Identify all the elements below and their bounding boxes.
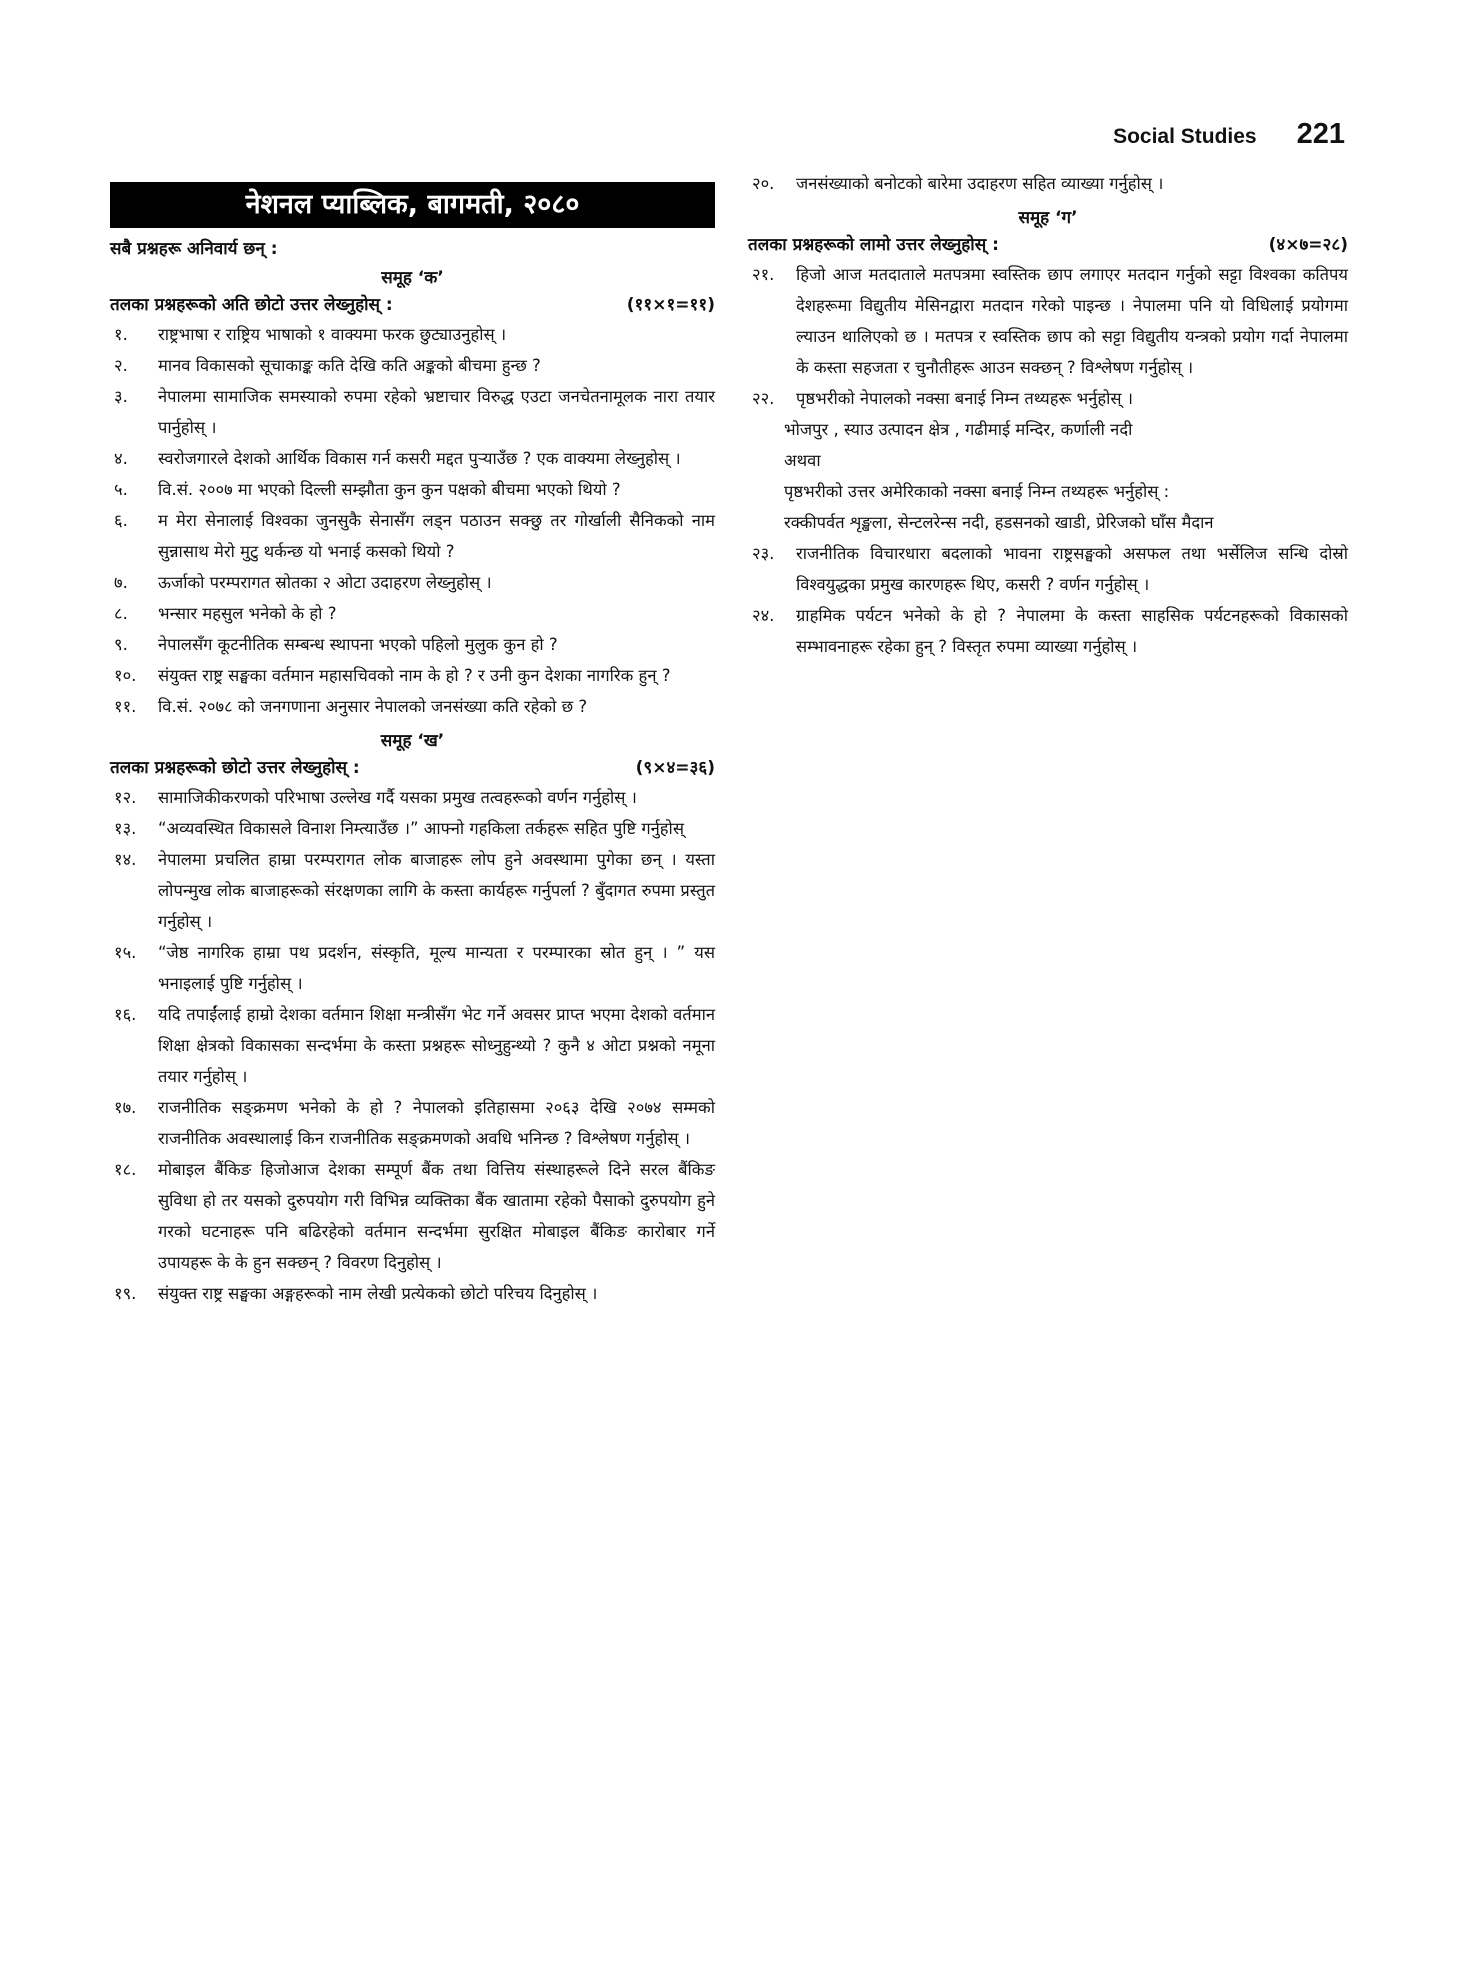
- question-text: राष्ट्रभाषा र राष्ट्रिय भाषाको १ वाक्यमा फरक छुट्याउनुहोस् ।: [158, 325, 507, 344]
- question-item: [110, 350, 715, 381]
- group-ga-instruction: [748, 232, 1348, 255]
- question-text: सामाजिकीकरणको परिभाषा उल्लेख गर्दै यसका प्रमुख तत्वहरूको वर्णन गर्नुहोस् ।: [158, 788, 637, 807]
- question-text: वि.सं. २००७ मा भएको दिल्ली सम्झौता कुन कुन पक्षको बीचमा भएको थियो ?: [158, 480, 621, 499]
- question-item: [110, 443, 715, 474]
- exam-title: नेशनल प्याब्लिक, बागमती, २०८०: [110, 182, 715, 228]
- question-item: [110, 629, 715, 660]
- question-number: १९.: [114, 1284, 137, 1303]
- question-item: [110, 782, 715, 813]
- america-map-instruction: पृष्ठभरीको उत्तर अमेरिकाको नक्सा बनाई निम्न तथ्यहरू भर्नुहोस् :: [784, 482, 1170, 501]
- question-number: २४.: [752, 606, 775, 625]
- question-item: [110, 1092, 715, 1154]
- question-text: मानव विकासको सूचाकाङ्क कति देखि कति अङ्कको बीचमा हुन्छ ?: [158, 356, 541, 375]
- question-item: [748, 168, 1348, 199]
- question-text: संयुक्त राष्ट्र सङ्घका अङ्गहरूको नाम लेखी प्रत्येकको छोटो परिचय दिनुहोस् ।: [158, 1284, 598, 1303]
- question-text: स्वरोजगारले देशको आर्थिक विकास गर्न कसरी मद्दत पुऱ्याउँछ ? एक वाक्यमा लेख्नुहोस् ।: [158, 449, 681, 468]
- question-text: नेपालमा सामाजिक समस्याको रुपमा रहेको भ्रष्टाचार विरुद्ध एउटा जनचेतनामूलक नारा तयार पार्नुहोस् ।: [158, 387, 715, 437]
- question-item: [110, 319, 715, 350]
- group-ga-heading: समूह ‘ग’: [1018, 208, 1078, 228]
- question-number: १६.: [114, 1005, 137, 1024]
- question-number: ६.: [114, 511, 128, 530]
- question-number: १७.: [114, 1098, 137, 1117]
- question-number: २३.: [752, 544, 775, 563]
- question-text: नेपालसँग कूटनीतिक सम्बन्ध स्थापना भएको पहिलो मुलुक कुन हो ?: [158, 635, 558, 654]
- question-text: “अव्यवस्थित विकासले विनाश निम्त्याउँछ ।” आफ्नो गहकिला तर्कहरू सहित पुष्टि गर्नुहोस्: [158, 819, 684, 838]
- question-text: संयुक्त राष्ट्र सङ्घका वर्तमान महासचिवको नाम के हो ? र उनी कुन देशका नागरिक हुन् ?: [158, 666, 671, 685]
- instruction-text: तलका प्रश्नहरूको लामो उत्तर लेख्नुहोस् :: [748, 235, 999, 255]
- page-number: 221: [1296, 118, 1345, 150]
- question-item: [110, 474, 715, 505]
- question-text: म मेरा सेनालाई विश्वका जुनसुकै सेनासँग लड्न पठाउन सक्छु तर गोर्खाली सैनिकको नाम सुन्नासाथ मेरो मुटु थर्कन्छ यो भनाई कसको थियो ?: [158, 511, 715, 561]
- question-text: “जेष्ठ नागरिक हाम्रा पथ प्रदर्शन, संस्कृति, मूल्य मान्यता र परम्पारका स्रोत हुन् । ” यस भनाइलाई पुष्टि गर्नुहोस् ।: [158, 943, 715, 993]
- map-facts: [748, 414, 1348, 538]
- question-text: जनसंख्याको बनोटको बारेमा उदाहरण सहित व्याख्या गर्नुहोस् ।: [796, 174, 1164, 193]
- question-number: २१.: [752, 265, 775, 284]
- question-text: ग्राहमिक पर्यटन भनेको के हो ? नेपालमा के कस्ता साहसिक पर्यटनहरूको विकासको सम्भावनाहरू रहेका हुन् ? विस्तृत रुपमा व्याख्या गर्नुहोस् ।: [796, 606, 1348, 656]
- question-number: ७.: [114, 573, 128, 592]
- question-item: [110, 999, 715, 1092]
- question-text: ऊर्जाको परम्परागत स्रोतका २ ओटा उदाहरण लेख्नुहोस् ।: [158, 573, 492, 592]
- question-number: १.: [114, 325, 128, 344]
- question-item: [110, 1278, 715, 1309]
- question-item: [748, 538, 1348, 600]
- left-column: [110, 168, 715, 1309]
- america-map-facts: रक्कीपर्वत शृङ्खला, सेन्टलरेन्स नदी, हडसनको खाडी, प्रेरिजको घाँस मैदान: [784, 513, 1214, 532]
- question-text: राजनीतिक विचारधारा बदलाको भावना राष्ट्रसङ्घको असफल तथा भर्सेलिज सन्धि दोस्रो विश्वयुद्धका प्रमुख कारणहरू थिए, कसरी ? वर्णन गर्नुहोस् ।: [796, 544, 1348, 594]
- compulsory-note: सबै प्रश्नहरू अनिवार्य छन् :: [110, 239, 278, 259]
- question-item: [748, 600, 1348, 662]
- question-text: भन्सार महसुल भनेको के हो ?: [158, 604, 337, 623]
- question-number: २०.: [752, 174, 775, 193]
- question-number: १३.: [114, 819, 137, 838]
- question-item: [110, 381, 715, 443]
- question-text: वि.सं. २०७८ को जनगणाना अनुसार नेपालको जनसंख्या कति रहेको छ ?: [158, 697, 588, 716]
- marks: (९×४=३६): [635, 758, 715, 778]
- instruction-text: तलका प्रश्नहरूको छोटो उत्तर लेख्नुहोस् :: [110, 758, 360, 778]
- question-number: १२.: [114, 788, 137, 807]
- question-number: ८.: [114, 604, 128, 623]
- question-list-ga: [748, 259, 1348, 414]
- question-number: १५.: [114, 943, 137, 962]
- question-number: ४.: [114, 449, 128, 468]
- question-number: ५.: [114, 480, 128, 499]
- question-text: राजनीतिक सङ्क्रमण भनेको के हो ? नेपालको इतिहासमा २०६३ देखि २०७४ सम्मको राजनीतिक अवस्थालाई किन राजनीतिक सङ्क्रमणको अवधि भनिन्छ ? विश्लेषण गर्नुहोस् ।: [158, 1098, 715, 1148]
- group-kha-heading: समूह ‘ख’: [380, 731, 445, 751]
- question-number: १४.: [114, 850, 137, 869]
- nepal-map-facts: भोजपुर , स्याउ उत्पादन क्षेत्र , गढीमाई मन्दिर, कर्णाली नदी: [784, 420, 1133, 439]
- question-item: [110, 844, 715, 937]
- marks: (४×७=२८): [1268, 235, 1348, 255]
- marks: (११×१=११): [626, 295, 715, 315]
- question-item: [748, 259, 1348, 383]
- group-ka-heading: समूह ‘क’: [381, 268, 444, 288]
- group-kha-instruction: [110, 755, 715, 778]
- question-number: ३.: [114, 387, 128, 406]
- question-number: १८.: [114, 1160, 137, 1179]
- question-item: [110, 691, 715, 722]
- question-number: ९.: [114, 635, 128, 654]
- question-text: हिजो आज मतदाताले मतपत्रमा स्वस्तिक छाप लगाएर मतदान गर्नुको सट्टा विश्वका कतिपय देशहरूमा विद्युतीय मेसिनद्वारा मतदान गरेको पाइन्छ । नेपालमा पनि यो विधिलाई प्रयोगमा ल्याउन थालिएको छ । मतपत्र र स्वस्तिक छाप को सट्टा विद्युतीय यन्त्रको प्रयोग गर्दा नेपालमा के कस्ता सहजता र चुनौतीहरू आउन सक्छन् ? विश्लेषण गर्नुहोस् ।: [796, 265, 1348, 377]
- question-list-kha: [110, 782, 715, 1309]
- question-number: ११.: [114, 697, 137, 716]
- question-item: [110, 567, 715, 598]
- right-column: [748, 168, 1348, 662]
- question-list-ka: [110, 319, 715, 722]
- question-number: २२.: [752, 389, 775, 408]
- page-header: [1113, 118, 1345, 151]
- instruction-text: तलका प्रश्नहरूको अति छोटो उत्तर लेख्नुहोस् :: [110, 295, 393, 315]
- question-item: [110, 598, 715, 629]
- or-label: अथवा: [784, 451, 821, 470]
- question-number: २.: [114, 356, 128, 375]
- group-ka-instruction: [110, 292, 715, 315]
- question-item: [110, 937, 715, 999]
- question-item: [110, 813, 715, 844]
- question-item: [110, 660, 715, 691]
- question-text: मोबाइल बैंकिङ हिजोआज देशका सम्पूर्ण बैंक तथा वित्तिय संस्थाहरूले दिने सरल बैंकिङ सुविधा हो तर यसको दुरुपयोग गरी विभिन्न व्यक्तिका बैंक खातामा रहेको पैसाको दुरुपयोग हुने गरको घटनाहरू पनि बढिरहेको वर्तमान सन्दर्भमा सुरक्षित मोबाइल बैंकिङ कारोबार गर्ने उपायहरू के के हुन सक्छन् ? विवरण दिनुहोस् ।: [158, 1160, 715, 1272]
- question-item: [110, 505, 715, 567]
- subject-title: Social Studies: [1113, 125, 1257, 148]
- question-number: १०.: [114, 666, 137, 685]
- question-item: [110, 1154, 715, 1278]
- question-text: नेपालमा प्रचलित हाम्रा परम्परागत लोक बाजाहरू लोप हुने अवस्थामा पुगेका छन् । यस्ता लोपन्मुख लोक बाजाहरूको संरक्षणका लागि के कस्ता कार्यहरू गर्नुपर्ला ? बुँदागत रुपमा प्रस्तुत गर्नुहोस् ।: [158, 850, 715, 931]
- question-text: पृष्ठभरीको नेपालको नक्सा बनाई निम्न तथ्यहरू भर्नुहोस् ।: [796, 389, 1134, 408]
- question-text: यदि तपाईंलाई हाम्रो देशका वर्तमान शिक्षा मन्त्रीसँग भेट गर्ने अवसर प्राप्त भएमा देशको वर्तमान शिक्षा क्षेत्रको विकासका सन्दर्भमा के कस्ता प्रश्नहरू सोध्नुहुन्थ्यो ? कुनै ४ ओटा प्रश्नको नमूना तयार गर्नुहोस् ।: [158, 1005, 715, 1086]
- question-item: [748, 383, 1348, 414]
